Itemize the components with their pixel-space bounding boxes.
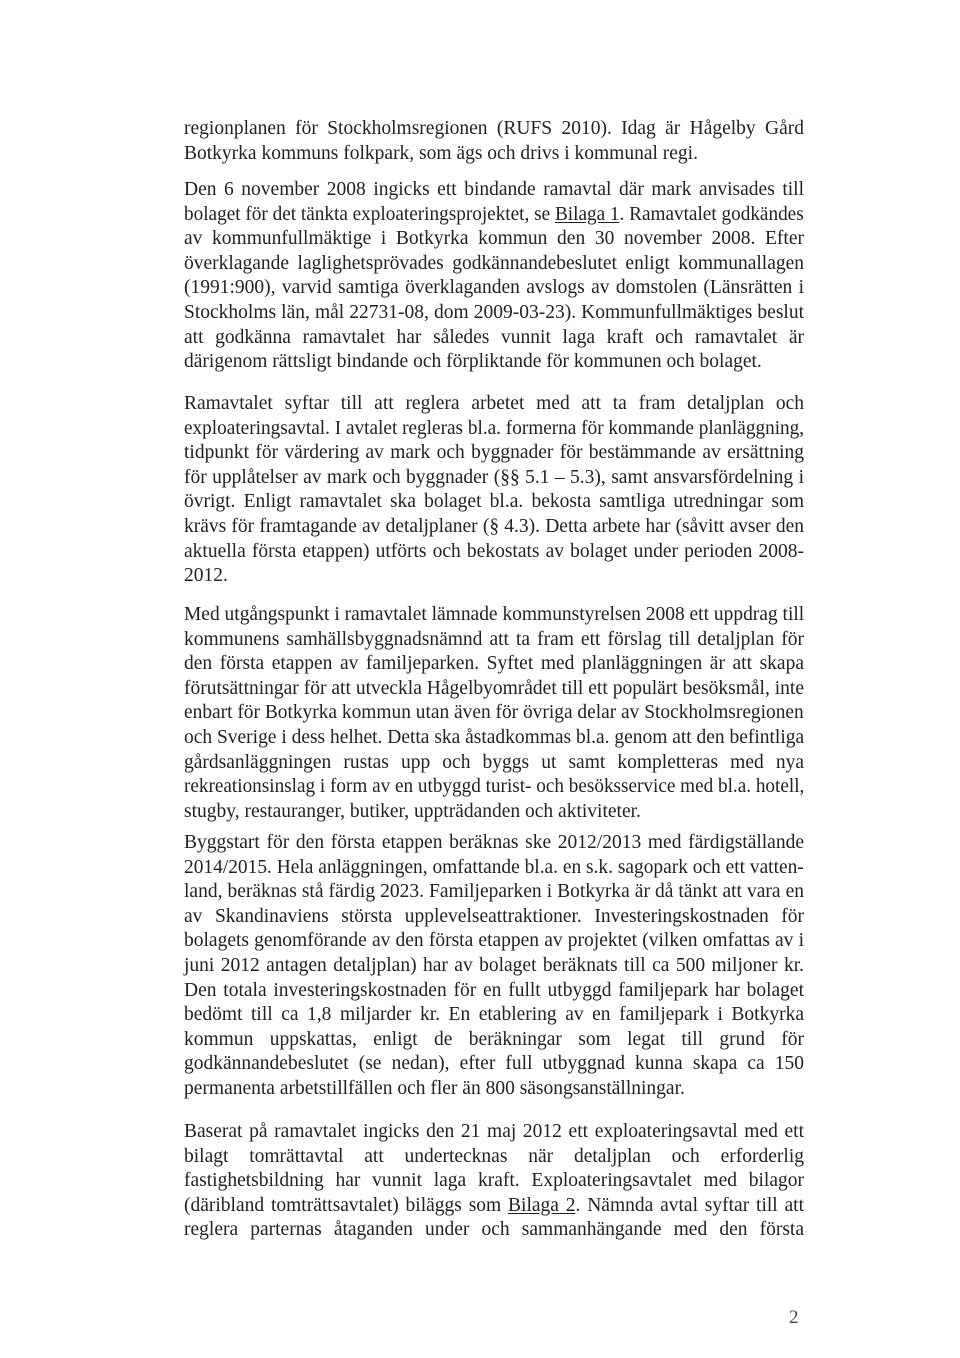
attachment-reference-link[interactable]: Bilaga 2: [508, 1194, 576, 1216]
text-segment: 2014/2015. Hela anläggningen, omfattande bl.a. en s.k. sagopark och ett vatten-: [184, 856, 804, 878]
text-segment: bolaget för det tänkta exploateringsprojektet, se: [184, 203, 555, 225]
text-line: [184, 441, 804, 465]
text-line: [184, 979, 804, 1003]
text-line: [184, 751, 804, 775]
text-segment: krävs för framtagande av detaljplaner (§ 4.3). Detta arbete har (såvitt avser den: [184, 516, 804, 537]
text-segment: regionplanen för Stockholmsregionen (RUFS 2010). Idag är Hågelby Gård: [184, 118, 804, 139]
text-line: [184, 701, 804, 725]
text-line: [184, 856, 804, 880]
text-line: [184, 178, 804, 202]
text-line: [184, 603, 803, 627]
text-segment: överklagande laglighetsprövades godkännandebeslutet enligt kommunallagen: [184, 252, 804, 274]
text-segment: att godkänna ramavtalet har således vunnit laga kraft och ramavtalet är: [184, 326, 804, 348]
page-number: 2: [789, 1307, 799, 1328]
text-line: [184, 142, 698, 166]
text-line: [184, 1003, 804, 1027]
text-segment: land, beräknas stå färdig 2023. Familjeparken i Botkyrka är då tänkt att vara en: [184, 881, 804, 903]
text-segment: . Ramavtalet godkändes: [619, 203, 804, 225]
text-segment: bilagt tomrättavtal att undertecknas när detaljplan och erforderlig: [184, 1145, 804, 1167]
text-line: [184, 203, 804, 227]
text-line: [184, 564, 228, 588]
text-segment: bolagets genomförande av den första etappen av projektet (vilken omfattas av i: [184, 930, 804, 952]
text-line: [184, 117, 804, 141]
text-segment: Stockholms län, mål 22731-08, dom 2009-03-23). Kommunfullmäktiges beslut: [184, 302, 804, 323]
text-segment: permanenta arbetstillfällen och fler än 800 säsongsanställningar.: [184, 1078, 685, 1099]
text-line: [184, 417, 805, 441]
text-segment: bedömt till ca 1,8 miljarder kr. En etablering av en familjepark i Botkyrka: [184, 1004, 804, 1026]
text-segment: och Sverige i dess helhet. Detta ska åstadkommas bl.a. genom att den befintliga: [184, 727, 805, 748]
text-line: [184, 1028, 804, 1052]
text-segment: den första etappen av familjeparken. Syftet med planläggningen är att skapa: [184, 653, 804, 675]
text-line: [184, 775, 805, 799]
text-segment: tidpunkt för värdering av mark och byggnader för bestämmande av ersättning: [184, 442, 804, 464]
text-line: [184, 652, 804, 676]
text-line: [184, 905, 804, 929]
text-segment: Ramavtalet syftar till att reglera arbetet med att ta fram detaljplan och: [184, 393, 804, 414]
text-segment: Den totala investeringskostnaden för en fullt utbyggd familjepark har bolaget: [184, 979, 804, 1001]
text-line: [184, 831, 804, 855]
text-segment: 2012.: [184, 565, 228, 587]
text-segment: (däribland tomträttsavtalet) biläggs som: [184, 1194, 509, 1216]
text-segment: fastighetsbildning har vunnit laga kraft. Exploateringsavtalet med bilagor: [184, 1170, 804, 1192]
text-line: [184, 1077, 685, 1101]
text-line: [184, 1145, 804, 1169]
text-line: [184, 880, 804, 904]
text-line: [184, 1194, 804, 1218]
text-segment: Med utgångspunkt i ramavtalet lämnade kommunstyrelsen 2008 ett uppdrag till: [184, 604, 805, 625]
text-segment: förutsättningar för att utveckla Hågelbyområdet till ett populärt besöksmål, inte: [184, 677, 804, 699]
text-segment: reglera parternas åtaganden under och sammanhängande med den första: [184, 1219, 804, 1241]
text-segment: av kommunfullmäktige i Botkyrka kommun den 30 november 2008. Efter: [184, 228, 804, 250]
text-line: [184, 1169, 804, 1193]
text-segment: stugby, restauranger, butiker, uppträdanden och aktiviteter.: [184, 800, 641, 822]
text-line: [184, 1218, 804, 1242]
text-segment: övrigt. Enligt ramavtalet ska bolaget bl.a. bekosta samtliga utredningar som: [184, 491, 804, 513]
text-line: [184, 954, 804, 978]
text-segment: Baserat på ramavtalet ingicks den 21 maj 2012 ett exploateringsavtal med ett: [184, 1121, 804, 1142]
text-line: [184, 301, 804, 325]
text-segment: Byggstart för den första etappen beräknas ske 2012/2013 med färdigställande: [184, 832, 804, 853]
text-segment: gårdsanläggningen rustas upp och byggs ut samt kompletteras med nya: [184, 751, 804, 773]
text-segment: enbart för Botkyrka kommun utan även för övriga delar av Stockholmsregionen: [184, 702, 804, 724]
text-line: [184, 392, 804, 416]
text-segment: (1991:900), varvid samtiga överklaganden avslogs av domstolen (Länsrätten i: [184, 277, 804, 299]
text-segment: . Nämnda avtal syftar till att: [575, 1194, 805, 1216]
text-segment: kommun uppskattas, enligt de beräkningar som legat till grund för: [184, 1028, 804, 1050]
text-line: [184, 515, 804, 539]
attachment-reference-link[interactable]: Bilaga 1: [554, 203, 620, 225]
text-line: [184, 929, 804, 953]
text-segment: rekreationsinslag i form av en utbyggd turist- och besöksservice med bl.a. hotell,: [184, 776, 805, 798]
text-segment: för upplåtelser av mark och byggnader (§§ 5.1 – 5.3), samt ansvarsfördelning i: [184, 466, 804, 488]
text-segment: Botkyrka kommuns folkpark, som ägs och drivs i kommunal regi.: [184, 142, 698, 164]
text-line: [184, 800, 641, 824]
text-segment: juni 2012 antagen detaljplan) har av bolaget beräknats till ca 500 miljoner kr.: [184, 955, 804, 976]
text-line: [184, 350, 762, 374]
text-line: [184, 466, 804, 490]
text-line: [184, 677, 804, 701]
text-line: [184, 252, 804, 276]
text-line: [184, 726, 803, 750]
text-line: [184, 1120, 804, 1144]
text-segment: godkännandebeslutet (se nedan), efter full utbyggnad kunna skapa ca 150: [184, 1053, 804, 1075]
text-line: [184, 540, 804, 564]
text-line: [184, 276, 804, 300]
text-segment: kommunens samhällsbyggnadsnämnd att ta fram ett förslag till detaljplan för: [184, 628, 804, 650]
text-line: [184, 628, 804, 652]
text-line: [184, 1052, 804, 1076]
text-line: [184, 326, 804, 350]
text-line: [184, 490, 804, 514]
text-line: [184, 227, 804, 251]
text-segment: därigenom rättsligt bindande och förpliktande för kommunen och bolaget.: [184, 351, 762, 373]
text-segment: Den 6 november 2008 ingicks ett bindande ramavtal där mark anvisades till: [184, 179, 804, 200]
text-segment: exploateringsavtal. I avtalet regleras bl.a. formerna för kommande planläggning,: [184, 417, 805, 439]
text-segment: aktuella första etappen) utförts och bekostats av bolaget under perioden 2008-: [184, 540, 804, 562]
text-segment: av Skandinaviens största upplevelseattraktioner. Investeringskostnaden för: [184, 905, 804, 927]
